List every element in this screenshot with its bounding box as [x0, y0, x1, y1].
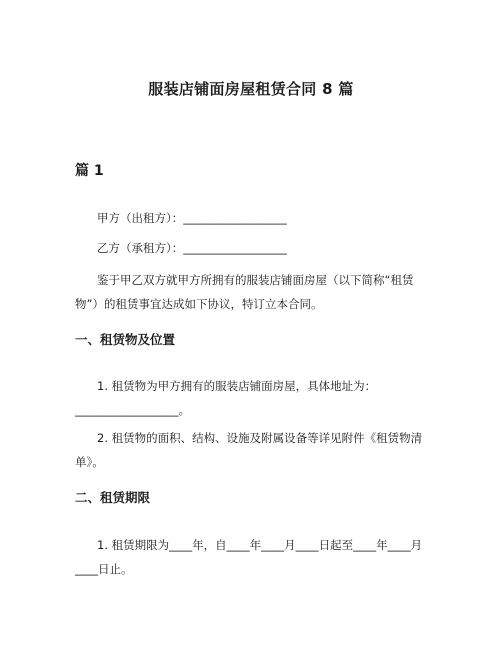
intro-paragraph: 鉴于甲乙双方就甲方所拥有的服装店铺面房屋（以下简称“租赁物”）的租赁事宜达成如下协议，特订立本合同。 [75, 273, 414, 311]
article-1-heading: 一、租赁物及位置 [75, 332, 176, 347]
article-1-item-1-line-1: 1. 租赁物为甲方拥有的服装店铺面房屋，具体地址为： [97, 379, 377, 393]
party-a-line: 甲方（出租方）：__________________ [97, 211, 287, 225]
article-1-item-1-line-2: __________________。 [75, 403, 190, 417]
article-2-item-1-line-1: 1. 租赁期限为____年，自____年____月____日起至____年____月 [97, 538, 423, 552]
party-b-line: 乙方（承租方）：__________________ [97, 241, 287, 255]
document-title: 服装店铺面房屋租赁合同 8 篇 [148, 80, 354, 98]
article-2-heading: 二、租赁期限 [75, 490, 151, 505]
section-heading: 篇 1 [75, 163, 104, 179]
article-1-item-2: 2. 租赁物的面积、结构、设施及附属设备等详见附件《租赁物清单》。 [75, 431, 423, 469]
article-2-item-1-line-2: ____日止。 [75, 562, 133, 576]
